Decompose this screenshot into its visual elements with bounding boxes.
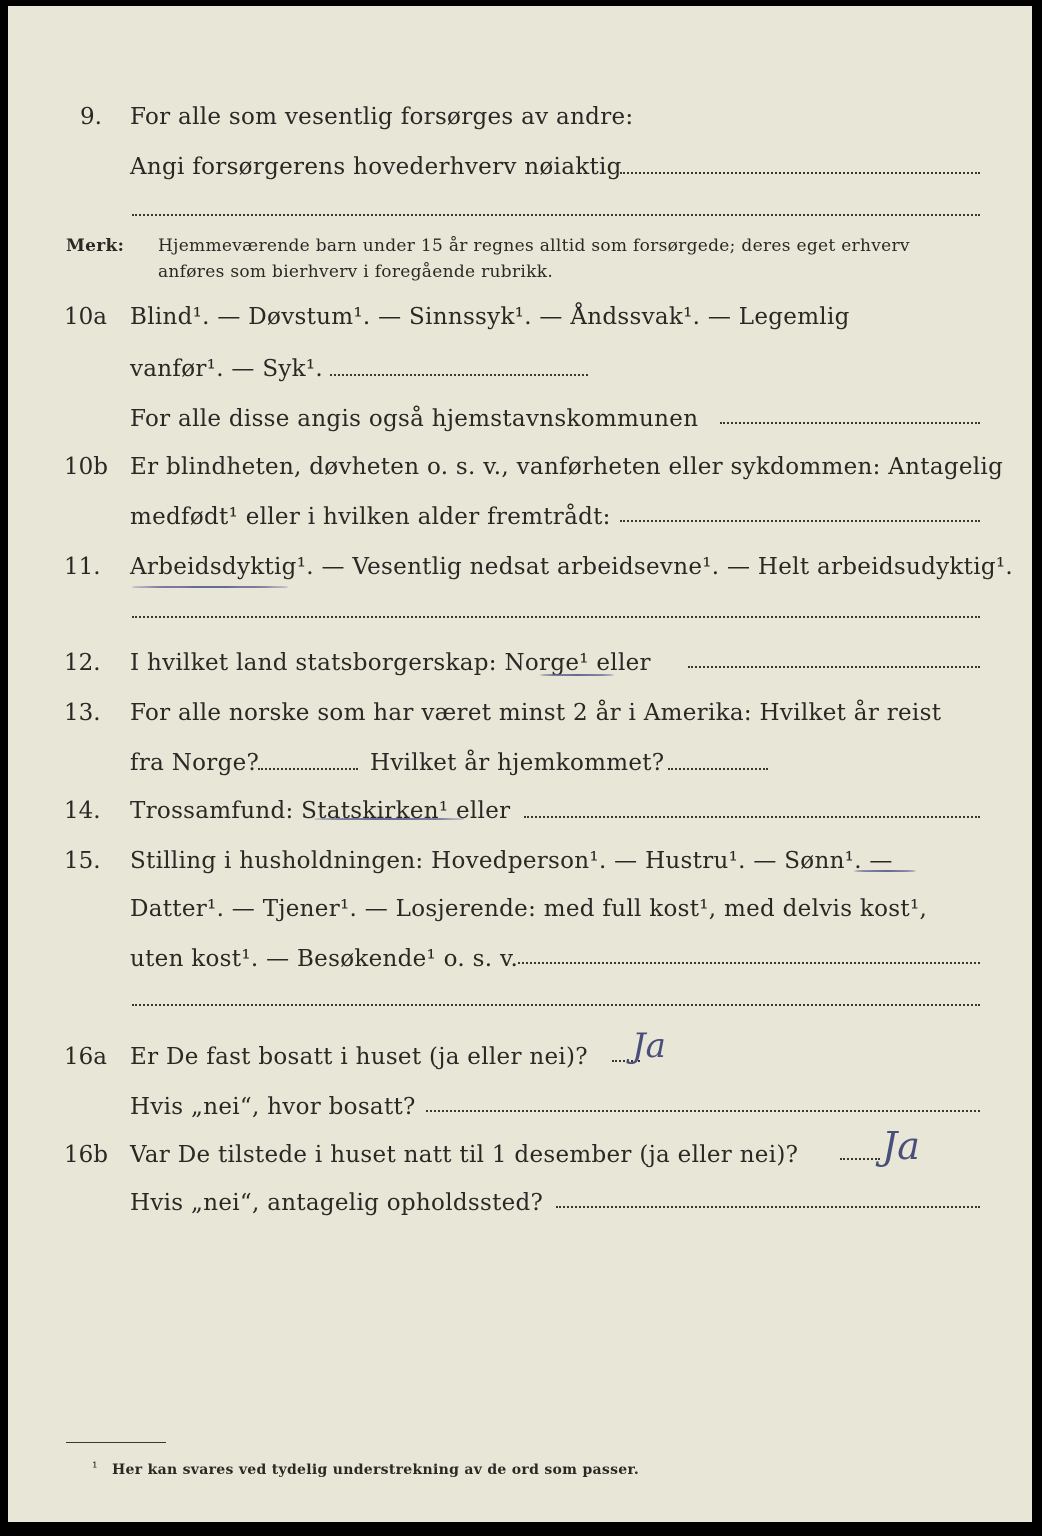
q16a-line1: Er De fast bosatt i huset (ja eller nei)?	[130, 1044, 588, 1070]
q10b-line2: medfødt¹ eller i hvilken alder fremtrådt:	[130, 504, 611, 530]
answer-line[interactable]	[840, 1158, 880, 1160]
q10a-line3: For alle disse angis også hjemstavnskommunen	[130, 406, 699, 432]
q9-line2: Angi forsørgerens hovederhverv nøiaktig	[130, 154, 622, 180]
question-number: 15.	[64, 848, 101, 874]
q16b-line1: Var De tilstede i huset natt til 1 desember (ja eller nei)?	[130, 1142, 799, 1168]
q14-line1: Trossamfund: Statskirken¹ eller	[130, 798, 511, 824]
answer-line[interactable]	[688, 666, 980, 668]
q11-line1: Arbeidsdyktig¹. — Vesentlig nedsat arbeidsevne¹. — Helt arbeidsudyktig¹.	[130, 554, 1014, 580]
answer-line[interactable]	[330, 374, 588, 376]
q15-line2: Datter¹. — Tjener¹. — Losjerende: med full kost¹, med delvis kost¹,	[130, 896, 928, 922]
answer-line[interactable]	[720, 422, 980, 424]
pencil-underline	[314, 818, 464, 820]
q15-line3: uten kost¹. — Besøkende¹ o. s. v.	[130, 946, 519, 972]
pencil-underline	[540, 674, 614, 676]
answer-line[interactable]	[132, 616, 980, 618]
answer-line[interactable]	[556, 1206, 980, 1208]
question-number: 11.	[64, 554, 101, 580]
merk-line2: anføres som bierhverv i foregående rubrikk.	[158, 262, 554, 282]
question-number: 9.	[80, 104, 102, 130]
handwritten-answer: Ja	[882, 1124, 920, 1168]
answer-line[interactable]	[524, 816, 980, 818]
answer-line[interactable]	[518, 962, 980, 964]
q13-line2a: fra Norge?	[130, 750, 260, 776]
answer-line[interactable]	[132, 214, 980, 216]
footnote-mark: ¹	[92, 1460, 98, 1476]
question-number: 12.	[64, 650, 101, 676]
answer-line[interactable]	[668, 768, 768, 770]
q9-line1: For alle som vesentlig forsørges av andre:	[130, 104, 634, 130]
question-number: 14.	[64, 798, 101, 824]
q13-line2b: Hvilket år hjemkommet?	[370, 750, 665, 776]
merk-label: Merk:	[66, 236, 125, 256]
pencil-underline	[132, 586, 288, 588]
question-number: 16b	[64, 1142, 108, 1168]
q16b-line2: Hvis „nei“, antagelig opholdssted?	[130, 1190, 544, 1216]
question-number: 10b	[64, 454, 108, 480]
question-number: 13.	[64, 700, 101, 726]
answer-line[interactable]	[258, 768, 358, 770]
question-number: 10a	[64, 304, 107, 330]
answer-line[interactable]	[132, 1004, 980, 1006]
census-form-page	[8, 6, 1032, 1522]
q13-line1: For alle norske som har været minst 2 år i Amerika: Hvilket år reist	[130, 700, 942, 726]
merk-line1: Hjemmeværende barn under 15 år regnes alltid som forsørgede; deres eget erhverv	[158, 236, 910, 256]
answer-line[interactable]	[620, 172, 980, 174]
question-number: 16a	[64, 1044, 107, 1070]
q16a-line2: Hvis „nei“, hvor bosatt?	[130, 1094, 416, 1120]
pencil-underline	[854, 870, 916, 872]
handwritten-answer: Ja	[632, 1026, 666, 1066]
q12-line1: I hvilket land statsborgerskap: Norge¹ eller	[130, 650, 651, 676]
q10a-line2: vanfør¹. — Syk¹.	[130, 356, 324, 382]
footnote-text: Her kan svares ved tydelig understrekning av de ord som passer.	[112, 1462, 640, 1478]
answer-line[interactable]	[426, 1110, 980, 1112]
footnote-rule	[66, 1442, 166, 1443]
q10a-line1: Blind¹. — Døvstum¹. — Sinnssyk¹. — Åndssvak¹. — Legemlig	[130, 304, 850, 330]
answer-line[interactable]	[620, 520, 980, 522]
q10b-line1: Er blindheten, døvheten o. s. v., vanførheten eller sykdommen: Antagelig	[130, 454, 1004, 480]
q15-line1: Stilling i husholdningen: Hovedperson¹. — Hustru¹. — Sønn¹. —	[130, 848, 893, 874]
